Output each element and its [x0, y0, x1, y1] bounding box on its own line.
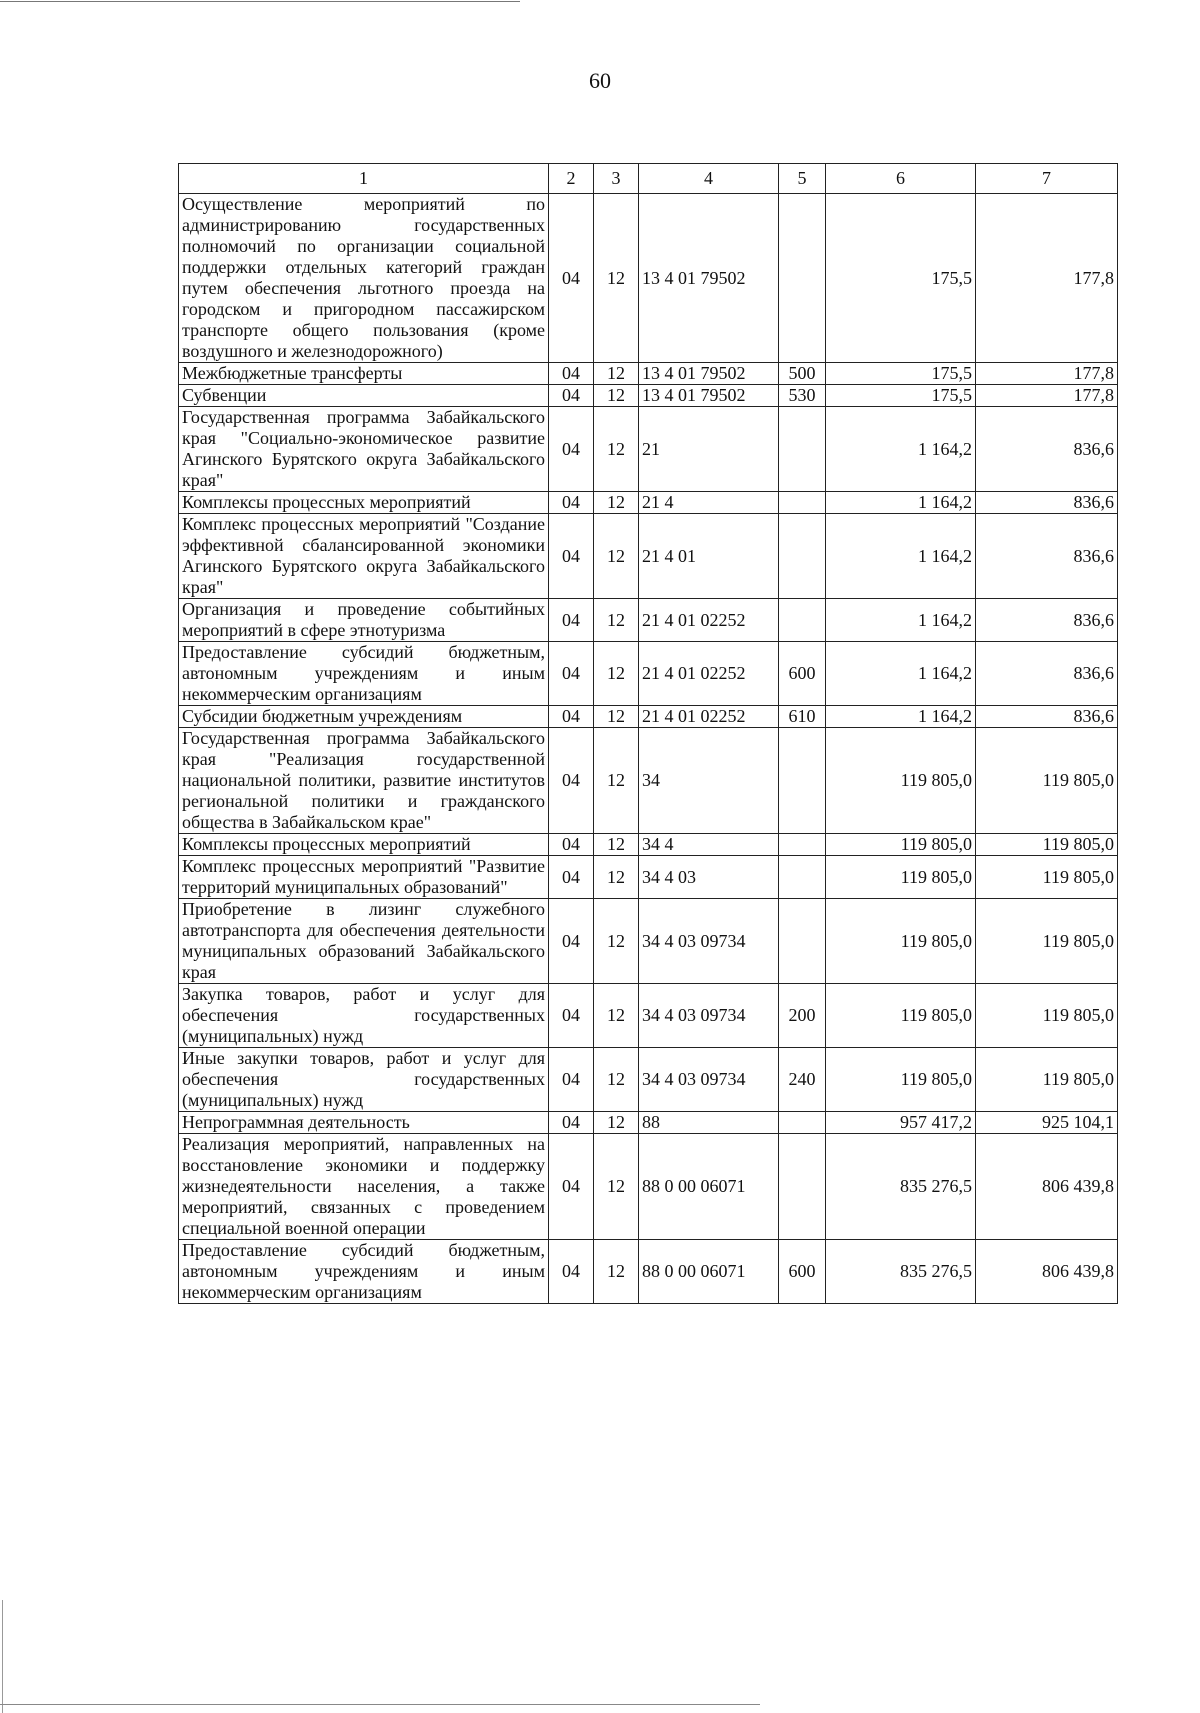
expense-type-cell: 200 [779, 984, 826, 1048]
table-row [179, 728, 1118, 834]
subsection-code-cell: 12 [594, 1134, 639, 1240]
table-row [179, 834, 1118, 856]
subsection-code-cell: 12 [594, 1048, 639, 1112]
amount-col6-cell: 119 805,0 [826, 728, 976, 834]
amount-col7-cell: 806 439,8 [976, 1134, 1118, 1240]
section-code-cell: 04 [549, 642, 594, 706]
expense-type-cell: 500 [779, 363, 826, 385]
subsection-code-cell: 12 [594, 642, 639, 706]
expense-type-cell [779, 856, 826, 899]
expense-type-cell [779, 407, 826, 492]
row-name-cell: Комплекс процессных мероприятий "Создание эффективной сбалансированной экономики Агинского Бурятского округа Забайкальского края" [179, 514, 549, 599]
section-code-cell: 04 [549, 194, 594, 363]
section-code-cell: 04 [549, 834, 594, 856]
expense-type-cell [779, 514, 826, 599]
expense-type-cell: 600 [779, 642, 826, 706]
table-row [179, 1240, 1118, 1304]
subsection-code-cell: 12 [594, 856, 639, 899]
amount-col7-cell: 119 805,0 [976, 984, 1118, 1048]
amount-col6-cell: 119 805,0 [826, 834, 976, 856]
row-name-cell: Предоставление субсидий бюджетным, автономным учреждениям и иным некоммерческим организациям [179, 1240, 549, 1304]
target-article-cell: 13 4 01 79502 [639, 385, 779, 407]
amount-col6-cell: 835 276,5 [826, 1134, 976, 1240]
amount-col6-cell: 835 276,5 [826, 1240, 976, 1304]
target-article-cell: 21 4 [639, 492, 779, 514]
subsection-code-cell: 12 [594, 363, 639, 385]
row-name-cell: Комплекс процессных мероприятий "Развитие территорий муниципальных образований" [179, 856, 549, 899]
amount-col7-cell: 119 805,0 [976, 834, 1118, 856]
section-code-cell: 04 [549, 599, 594, 642]
target-article-cell: 21 4 01 02252 [639, 599, 779, 642]
section-code-cell: 04 [549, 363, 594, 385]
column-header: 5 [779, 164, 826, 194]
section-code-cell: 04 [549, 1048, 594, 1112]
scan-edge-left [2, 1600, 3, 1713]
amount-col7-cell: 836,6 [976, 514, 1118, 599]
amount-col7-cell: 119 805,0 [976, 856, 1118, 899]
section-code-cell: 04 [549, 385, 594, 407]
amount-col6-cell: 1 164,2 [826, 514, 976, 599]
section-code-cell: 04 [549, 1240, 594, 1304]
section-code-cell: 04 [549, 1112, 594, 1134]
row-name-cell: Непрограммная деятельность [179, 1112, 549, 1134]
amount-col7-cell: 177,8 [976, 194, 1118, 363]
subsection-code-cell: 12 [594, 834, 639, 856]
row-name-cell: Государственная программа Забайкальского края "Реализация государственной национальной политики, развитие институтов региональной политики и гражданского общества в Забайкальском крае" [179, 728, 549, 834]
amount-col7-cell: 836,6 [976, 706, 1118, 728]
subsection-code-cell: 12 [594, 984, 639, 1048]
row-name-cell: Закупка товаров, работ и услуг для обеспечения государственных (муниципальных) нужд [179, 984, 549, 1048]
amount-col6-cell: 119 805,0 [826, 1048, 976, 1112]
table-row [179, 899, 1118, 984]
table-row [179, 1134, 1118, 1240]
expense-type-cell: 530 [779, 385, 826, 407]
row-name-cell: Реализация мероприятий, направленных на восстановление экономики и поддержку жизнедеятельности населения, а также мероприятий, связанных с проведением специальной военной операции [179, 1134, 549, 1240]
scan-edge-bottom [0, 1704, 760, 1705]
section-code-cell: 04 [549, 728, 594, 834]
table-row [179, 856, 1118, 899]
amount-col7-cell: 177,8 [976, 363, 1118, 385]
expense-type-cell [779, 1112, 826, 1134]
amount-col6-cell: 1 164,2 [826, 492, 976, 514]
amount-col7-cell: 806 439,8 [976, 1240, 1118, 1304]
amount-col7-cell: 177,8 [976, 385, 1118, 407]
amount-col7-cell: 836,6 [976, 492, 1118, 514]
section-code-cell: 04 [549, 1134, 594, 1240]
amount-col7-cell: 119 805,0 [976, 899, 1118, 984]
section-code-cell: 04 [549, 984, 594, 1048]
target-article-cell: 21 [639, 407, 779, 492]
amount-col6-cell: 1 164,2 [826, 599, 976, 642]
amount-col7-cell: 836,6 [976, 407, 1118, 492]
section-code-cell: 04 [549, 514, 594, 599]
amount-col6-cell: 175,5 [826, 363, 976, 385]
amount-col6-cell: 119 805,0 [826, 899, 976, 984]
subsection-code-cell: 12 [594, 492, 639, 514]
table-row [179, 385, 1118, 407]
expense-type-cell [779, 728, 826, 834]
amount-col6-cell: 175,5 [826, 194, 976, 363]
target-article-cell: 88 [639, 1112, 779, 1134]
table-row [179, 1112, 1118, 1134]
target-article-cell: 34 [639, 728, 779, 834]
table-header-row [179, 164, 1118, 194]
row-name-cell: Комплексы процессных мероприятий [179, 834, 549, 856]
amount-col6-cell: 1 164,2 [826, 642, 976, 706]
expense-type-cell: 600 [779, 1240, 826, 1304]
table-row [179, 407, 1118, 492]
amount-col7-cell: 119 805,0 [976, 728, 1118, 834]
target-article-cell: 13 4 01 79502 [639, 194, 779, 363]
target-article-cell: 88 0 00 06071 [639, 1240, 779, 1304]
table-row [179, 1048, 1118, 1112]
column-header: 7 [976, 164, 1118, 194]
table-row [179, 706, 1118, 728]
scan-edge-top [0, 1, 520, 2]
amount-col6-cell: 957 417,2 [826, 1112, 976, 1134]
subsection-code-cell: 12 [594, 194, 639, 363]
amount-col7-cell: 119 805,0 [976, 1048, 1118, 1112]
subsection-code-cell: 12 [594, 728, 639, 834]
expense-type-cell [779, 194, 826, 363]
column-header: 4 [639, 164, 779, 194]
budget-table [178, 163, 1118, 1304]
subsection-code-cell: 12 [594, 899, 639, 984]
column-header: 2 [549, 164, 594, 194]
section-code-cell: 04 [549, 899, 594, 984]
row-name-cell: Субвенции [179, 385, 549, 407]
target-article-cell: 34 4 [639, 834, 779, 856]
row-name-cell: Государственная программа Забайкальского края "Социально-экономическое развитие Агинского Бурятского округа Забайкальского края" [179, 407, 549, 492]
subsection-code-cell: 12 [594, 407, 639, 492]
subsection-code-cell: 12 [594, 599, 639, 642]
subsection-code-cell: 12 [594, 1240, 639, 1304]
page-number: 60 [589, 68, 611, 93]
section-code-cell: 04 [549, 407, 594, 492]
target-article-cell: 88 0 00 06071 [639, 1134, 779, 1240]
target-article-cell: 21 4 01 [639, 514, 779, 599]
table-row [179, 514, 1118, 599]
target-article-cell: 21 4 01 02252 [639, 706, 779, 728]
subsection-code-cell: 12 [594, 1112, 639, 1134]
amount-col6-cell: 119 805,0 [826, 856, 976, 899]
expense-type-cell [779, 1134, 826, 1240]
table-row [179, 642, 1118, 706]
table-row [179, 194, 1118, 363]
target-article-cell: 34 4 03 [639, 856, 779, 899]
row-name-cell: Организация и проведение событийных мероприятий в сфере этнотуризма [179, 599, 549, 642]
expense-type-cell: 610 [779, 706, 826, 728]
row-name-cell: Субсидии бюджетным учреждениям [179, 706, 549, 728]
column-header: 6 [826, 164, 976, 194]
target-article-cell: 13 4 01 79502 [639, 363, 779, 385]
row-name-cell: Осуществление мероприятий по администрированию государственных полномочий по организации социальной поддержки отдельных категорий граждан путем обеспечения льготного проезда на городском и пригородном пассажирском транспорте общего пользования (кроме воздушного и железнодорожного) [179, 194, 549, 363]
expense-type-cell [779, 599, 826, 642]
target-article-cell: 34 4 03 09734 [639, 1048, 779, 1112]
target-article-cell: 21 4 01 02252 [639, 642, 779, 706]
table-row [179, 984, 1118, 1048]
amount-col7-cell: 836,6 [976, 599, 1118, 642]
target-article-cell: 34 4 03 09734 [639, 984, 779, 1048]
subsection-code-cell: 12 [594, 385, 639, 407]
expense-type-cell [779, 899, 826, 984]
table-row [179, 492, 1118, 514]
section-code-cell: 04 [549, 492, 594, 514]
expense-type-cell [779, 834, 826, 856]
target-article-cell: 34 4 03 09734 [639, 899, 779, 984]
table-row [179, 363, 1118, 385]
expense-type-cell [779, 492, 826, 514]
section-code-cell: 04 [549, 706, 594, 728]
row-name-cell: Комплексы процессных мероприятий [179, 492, 549, 514]
table-row [179, 599, 1118, 642]
amount-col6-cell: 119 805,0 [826, 984, 976, 1048]
row-name-cell: Предоставление субсидий бюджетным, автономным учреждениям и иным некоммерческим организациям [179, 642, 549, 706]
row-name-cell: Иные закупки товаров, работ и услуг для обеспечения государственных (муниципальных) нужд [179, 1048, 549, 1112]
amount-col6-cell: 1 164,2 [826, 407, 976, 492]
row-name-cell: Приобретение в лизинг служебного автотранспорта для обеспечения деятельности муниципальных образований Забайкальского края [179, 899, 549, 984]
amount-col6-cell: 175,5 [826, 385, 976, 407]
row-name-cell: Межбюджетные трансферты [179, 363, 549, 385]
section-code-cell: 04 [549, 856, 594, 899]
expense-type-cell: 240 [779, 1048, 826, 1112]
column-header: 3 [594, 164, 639, 194]
column-header: 1 [179, 164, 549, 194]
amount-col6-cell: 1 164,2 [826, 706, 976, 728]
table-body [179, 194, 1118, 1304]
subsection-code-cell: 12 [594, 514, 639, 599]
amount-col7-cell: 925 104,1 [976, 1112, 1118, 1134]
amount-col7-cell: 836,6 [976, 642, 1118, 706]
subsection-code-cell: 12 [594, 706, 639, 728]
